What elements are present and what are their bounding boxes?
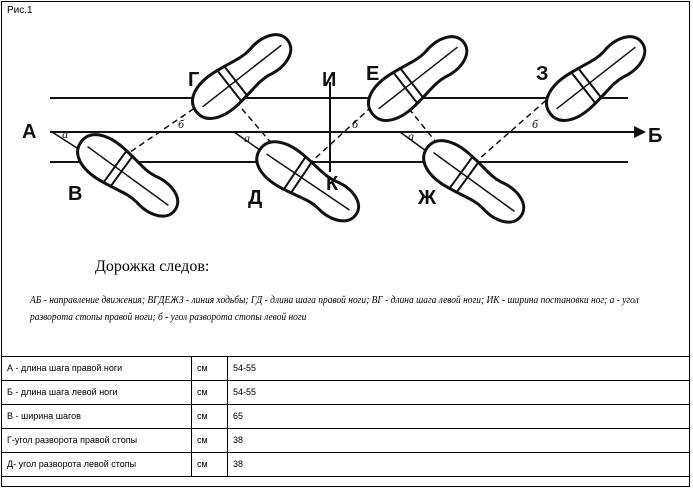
param-cell: А - длина шага правой ноги: [2, 357, 192, 381]
value-cell: 54-55: [228, 357, 690, 381]
angle-a-label: а: [244, 131, 250, 145]
point-g: Г: [188, 69, 200, 91]
value-cell: 38: [228, 429, 690, 453]
param-cell: Б - длина шага левой ноги: [2, 381, 192, 405]
unit-cell: см: [192, 405, 228, 429]
param-cell: Д- угол разворота левой стопы: [2, 453, 192, 477]
point-k: К: [326, 173, 339, 195]
footprint-z: [538, 26, 654, 130]
param-cell: В - ширина шагов: [2, 405, 192, 429]
point-d: Д: [248, 187, 263, 209]
param-cell: Г-угол разворота правой стопы: [2, 429, 192, 453]
angle-b-label: б: [352, 117, 359, 131]
point-zh: Ж: [418, 187, 437, 209]
value-cell: 38: [228, 453, 690, 477]
point-a: А: [22, 121, 37, 143]
value-cell: 65: [228, 405, 690, 429]
point-z: З: [536, 63, 549, 85]
direction-arrow: [634, 126, 646, 138]
table-row: [2, 381, 690, 405]
footprint-zh: [415, 131, 533, 232]
unit-cell: см: [192, 453, 228, 477]
footprint-v: [69, 125, 187, 226]
caption-text: АБ - направление движения; ВГДЕЖЗ - линия ходьбы; ГД - длина шага правой ноги; ВГ - длина шага левой ноги; ИК - ширина постановки ног; а - угол разворота стопы правой ноги; б - угол разворота стопы левой ноги: [30, 294, 639, 323]
point-b: Б: [648, 125, 663, 147]
unit-cell: см: [192, 357, 228, 381]
point-v: В: [68, 183, 83, 205]
angle-b-label: б: [532, 117, 539, 131]
footprint-g: [184, 24, 300, 128]
angle-a-label: а: [408, 129, 414, 143]
footprint-d: [249, 133, 368, 232]
table-row: [2, 429, 690, 453]
angle-b-label: б: [178, 117, 185, 131]
table-row: [2, 405, 690, 429]
table-row: [2, 357, 690, 381]
point-e: Е: [366, 63, 380, 85]
angle-a-label: а: [62, 127, 68, 141]
measurements-table: [1, 356, 690, 477]
figure-label: Рис.1: [7, 5, 33, 16]
table-row: [2, 453, 690, 477]
unit-cell: см: [192, 381, 228, 405]
caption-title: Дорожка следов:: [95, 258, 210, 275]
value-cell: 54-55: [228, 381, 690, 405]
unit-cell: см: [192, 429, 228, 453]
point-i: И: [322, 69, 337, 91]
